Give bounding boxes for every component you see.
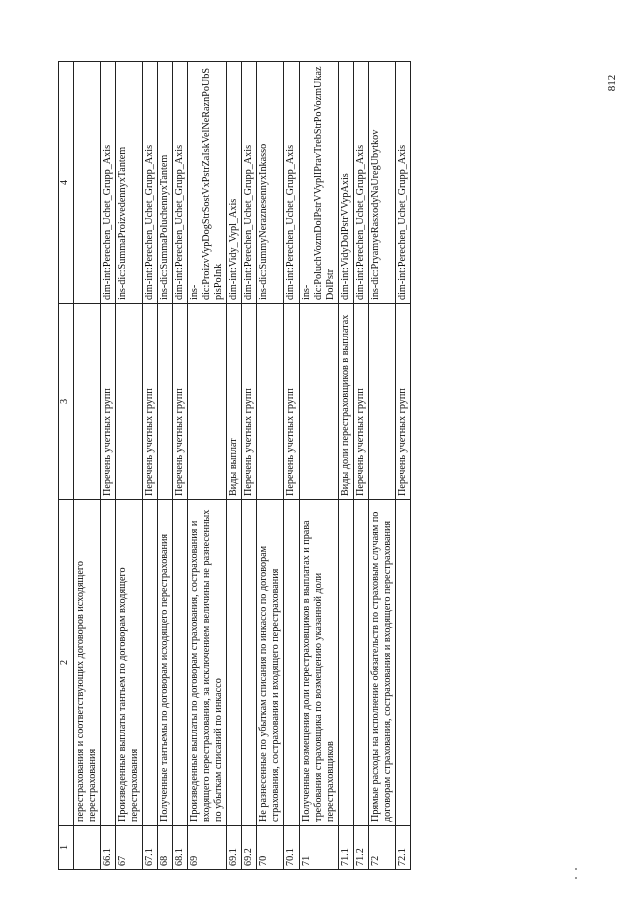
- dimension-cell: [257, 304, 284, 500]
- row-number-cell: 70.1: [284, 826, 299, 870]
- dimension-cell: [158, 304, 173, 500]
- element-code-cell: dim-int:Perechen_Uchet_Grupp_Axis: [284, 62, 299, 304]
- table-row: [299, 62, 338, 870]
- page-number: 812: [606, 74, 618, 92]
- concept-table: [58, 61, 411, 870]
- table-row: [188, 62, 227, 870]
- table-row: [227, 62, 242, 870]
- table-row: [338, 62, 353, 870]
- row-number-cell: 69.2: [242, 826, 257, 870]
- table-row: [395, 62, 410, 870]
- concept-table-body: [59, 62, 411, 870]
- element-code-cell: dim-int:Perechen_Uchet_Grupp_Axis: [101, 62, 116, 304]
- header-cell-1: 1: [59, 826, 74, 870]
- row-number-cell: 71.1: [338, 826, 353, 870]
- concept-name-cell: [284, 500, 299, 826]
- row-number-cell: [74, 826, 101, 870]
- dimension-cell: Перечень учетных групп: [143, 304, 158, 500]
- table-row: [353, 62, 368, 870]
- dimension-cell: [116, 304, 143, 500]
- table-row: [143, 62, 158, 870]
- concept-name-cell: Полученные возмещения доли перестраховщиков в выплатах и права требования страховщика по возмещению указанной доли перестраховщиков: [299, 500, 338, 826]
- element-code-cell: ins-dic:PoluchVozmDolPstrVVyplIPravTrebStrPoVozmUkazDolPstr: [299, 62, 338, 304]
- row-number-cell: 69: [188, 826, 227, 870]
- row-number-cell: 66.1: [101, 826, 116, 870]
- element-code-cell: dim-int:Perechen_Uchet_Grupp_Axis: [353, 62, 368, 304]
- table-row: [158, 62, 173, 870]
- concept-name-cell: [227, 500, 242, 826]
- element-code-cell: dim-int:Vidy_Vypl_Axis: [227, 62, 242, 304]
- dimension-cell: Виды доли перестраховщиков в выплатах: [338, 304, 353, 500]
- dimension-cell: Перечень учетных групп: [101, 304, 116, 500]
- dimension-cell: Перечень учетных групп: [395, 304, 410, 500]
- element-code-cell: ins-dic:SummaPoluchennyxTantem: [158, 62, 173, 304]
- concept-name-cell: [143, 500, 158, 826]
- rotated-page-sheet: [58, 62, 578, 870]
- element-code-cell: dim-int:Perechen_Uchet_Grupp_Axis: [242, 62, 257, 304]
- element-code-cell: ins-dic:SummyNeraznesennyxInkasso: [257, 62, 284, 304]
- dimension-cell: [368, 304, 395, 500]
- concept-name-cell: [242, 500, 257, 826]
- table-row: [101, 62, 116, 870]
- concept-name-cell: [101, 500, 116, 826]
- dimension-cell: [74, 304, 101, 500]
- concept-name-cell: Полученные тантьемы по договорам исходящего перестрахования: [158, 500, 173, 826]
- element-code-cell: ins-dic:SummaProizvedennyxTantem: [116, 62, 143, 304]
- dimension-cell: Виды выплат: [227, 304, 242, 500]
- dimension-cell: [188, 304, 227, 500]
- header-cell-3: 3: [59, 304, 74, 500]
- dimension-cell: Перечень учетных групп: [173, 304, 188, 500]
- concept-name-cell: перестрахования и соответствующих договоров исходящего перестрахования: [74, 500, 101, 826]
- table-row: [74, 62, 101, 870]
- row-number-cell: 72.1: [395, 826, 410, 870]
- row-number-cell: 70: [257, 826, 284, 870]
- element-code-cell: dim-int:Perechen_Uchet_Grupp_Axis: [395, 62, 410, 304]
- element-code-cell: dim-int:Perechen_Uchet_Grupp_Axis: [143, 62, 158, 304]
- row-number-cell: 68.1: [173, 826, 188, 870]
- table-row: [257, 62, 284, 870]
- table-row: [284, 62, 299, 870]
- concept-name-cell: [353, 500, 368, 826]
- element-code-cell: dim-int:Perechen_Uchet_Grupp_Axis: [173, 62, 188, 304]
- table-row: [368, 62, 395, 870]
- header-cell-2: 2: [59, 500, 74, 826]
- concept-name-cell: Не разнесенные по убыткам списания по инкассо по договорам страхования, сострахования и входящего перестрахования: [257, 500, 284, 826]
- margin-mark: [572, 866, 580, 882]
- header-cell-4: 4: [59, 62, 74, 304]
- dimension-cell: Перечень учетных групп: [284, 304, 299, 500]
- table-row: [173, 62, 188, 870]
- concept-name-cell: Произведенные выплаты тантьем по договорам входящего перестрахования: [116, 500, 143, 826]
- table-row: [116, 62, 143, 870]
- column-number-header-row: [59, 62, 74, 870]
- row-number-cell: 71.2: [353, 826, 368, 870]
- row-number-cell: 68: [158, 826, 173, 870]
- element-code-cell: ins-dic:PryamyeRasxodyNaUregUbytkov: [368, 62, 395, 304]
- element-code-cell: dim-int:VidyDolPstrVVypAxis: [338, 62, 353, 304]
- concept-name-cell: Прямые расходы на исполнение обязательств по страховым случаям по договорам страхования, сострахования и входящего перестрахования: [368, 500, 395, 826]
- row-number-cell: 69.1: [227, 826, 242, 870]
- dimension-cell: [299, 304, 338, 500]
- row-number-cell: 72: [368, 826, 395, 870]
- row-number-cell: 71: [299, 826, 338, 870]
- dimension-cell: Перечень учетных групп: [242, 304, 257, 500]
- table-row: [242, 62, 257, 870]
- row-number-cell: 67: [116, 826, 143, 870]
- concept-name-cell: [338, 500, 353, 826]
- element-code-cell: [74, 62, 101, 304]
- row-number-cell: 67.1: [143, 826, 158, 870]
- dimension-cell: Перечень учетных групп: [353, 304, 368, 500]
- element-code-cell: ins-dic:ProizvVypDogStrSostVxPstrZaIskVelNeRaznPoUbSpisPoInk: [188, 62, 227, 304]
- concept-name-cell: [173, 500, 188, 826]
- concept-name-cell: Произведенные выплаты по договорам страхования, сострахования и входящего перестрахования, за исключением величины не разнесенных по убыткам списаний по инкассо: [188, 500, 227, 826]
- concept-name-cell: [395, 500, 410, 826]
